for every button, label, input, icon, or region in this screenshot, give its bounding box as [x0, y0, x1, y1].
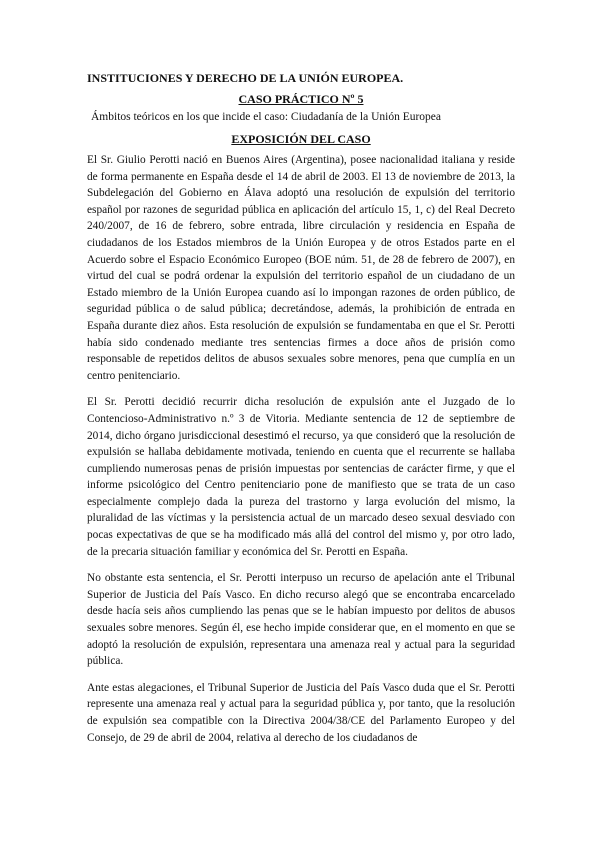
- section-heading: EXPOSICIÓN DEL CASO: [231, 132, 371, 146]
- scope-line: Ámbitos teóricos en los que incide el caso: Ciudadanía de la Unión Europea: [91, 111, 442, 123]
- document-title: INSTITUCIONES Y DERECHO DE LA UNIÓN EUROPEA.: [87, 71, 404, 85]
- paragraph-1: El Sr. Giulio Perotti nació en Buenos Aires (Argentina), posee nacionalidad italiana y reside de forma permanente en España desde el 14 de abril de 2003. El 13 de noviembre de 2013, la Subdelegación del Gobierno en Álava adoptó una resolución de expulsión del territorio español por razones de seguridad pública en aplicación del artículo 15, 1, c) del Real Decreto 240/2007, de 16 de febrero, sobre entrada, libre circulación y residencia en España de ciudadanos de los Estados miembros de la Unión Europea y de otros Estados parte en el Acuerdo sobre el Espacio Económico Europeo (BOE núm. 51, de 28 de febrero de 2007), en virtud del cual se podrá ordenar la expulsión del territorio español de un ciudadano de un Estado miembro de la Unión Europea cuando así lo impongan razones de orden público, de seguridad pública o de salud pública; decretándose, además, la prohibición de entrada en España durante diez años. Esta resolución de expulsión se fundamentaba en que el Sr. Perotti había sido condenado mediante tres sentencias firmes a doce años de prisión como responsable de repetidos delitos de abusos sexuales sobre menores, pena que cumplía en un centro penitenciario.: [87, 154, 515, 382]
- paragraph-3: No obstante esta sentencia, el Sr. Perotti interpuso un recurso de apelación ante el Tribunal Superior de Justicia del País Vasco. En dicho recurso alegó que se encontraba encarcelado desde hacía seis años cumpliendo las penas que se le habían impuesto por delitos de abusos sexuales sobre menores. Según él, ese hecho impide considerar que, en el momento en que se adoptó la resolución de expulsión, representara una amenaza real y actual para la seguridad pública.: [87, 572, 515, 668]
- paragraph-4: Ante estas alegaciones, el Tribunal Superior de Justicia del País Vasco duda que el Sr. Perotti represente una amenaza real y actual para la seguridad pública y, por tanto, que la resolución de expulsión sea compatible con la Directiva 2004/38/CE del Parlamento Europeo y del Consejo, de 29 de abril de 2004, relativa al derecho de los ciudadanos de: [87, 681, 515, 744]
- case-heading: CASO PRÁCTICO Nº 5: [238, 92, 364, 106]
- document-body: [87, 71, 515, 756]
- paragraph-2: El Sr. Perotti decidió recurrir dicha resolución de expulsión ante el Juzgado de lo Contencioso-Administrativo n.º 3 de Vitoria. Mediante sentencia de 12 de septiembre de 2014, dicho órgano jurisdiccional desestimó el recurso, ya que consideró que la resolución de expulsión se hallaba debidamente motivada, teniendo en cuenta que el recurrente se hallaba cumpliendo numerosas penas de prisión impuestas por sentencias de carácter firme, y que el informe psicológico del Centro penitenciario pone de manifiesto que se trata de un caso especialmente complejo dada la pureza del trastorno y larga evolución del mismo, la pluralidad de las víctimas y la persistencia actual de un marcado deseo sexual desviado con pocas expectativas de que se ha modificado más allá del control del mismo y, por otro lado, de la precaria situación familiar y económica del Sr. Perotti en España.: [87, 396, 515, 558]
